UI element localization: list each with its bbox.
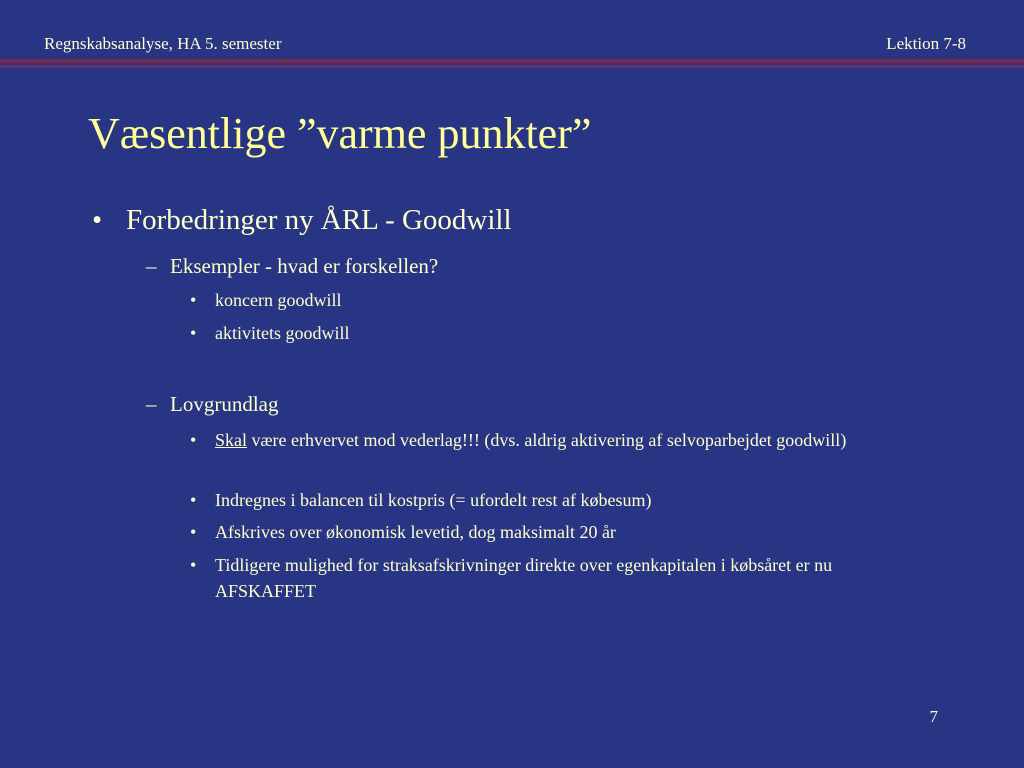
header-lecture: Lektion 7-8: [886, 34, 966, 53]
list-item: [190, 487, 930, 513]
sub-bullet-text: Eksempler - hvad er forskellen?: [170, 254, 439, 278]
small-bullet-marker: •: [190, 490, 197, 510]
list-item: [190, 427, 930, 453]
slide-title: Væsentlige ”varme punkter”: [88, 109, 592, 158]
header-divider-secondary: [0, 65, 1024, 68]
small-bullet-marker: •: [190, 290, 197, 310]
list-item-text: koncern goodwill: [215, 290, 342, 310]
list-item-text: Afskrives over økonomisk levetid, dog maksimalt 20 år: [215, 522, 616, 542]
list-item: [190, 519, 930, 545]
emphasis-skal: Skal: [215, 430, 248, 450]
list-item-text: Indregnes i balancen til kostpris (= ufordelt rest af købesum): [215, 490, 652, 510]
list-item: [190, 287, 930, 313]
list-item-text: aktivitets goodwill: [215, 323, 350, 343]
list-item: [190, 552, 890, 604]
bullet-marker: •: [92, 204, 103, 236]
small-bullet-marker: •: [190, 555, 197, 575]
small-bullet-marker: •: [190, 430, 197, 450]
sub-bullet-text: Lovgrundlag: [170, 392, 279, 416]
small-bullet-marker: •: [190, 522, 197, 542]
page-number: 7: [929, 707, 938, 726]
dash-marker: –: [146, 254, 157, 278]
list-item: [190, 320, 930, 346]
bullet-text: Forbedringer ny ÅRL - Goodwill: [126, 204, 512, 236]
list-item-text: [215, 427, 930, 453]
list-item-rest: være erhvervet mod vederlag!!! (dvs. aldrig aktivering af selvoparbejdet goodwill): [247, 430, 847, 450]
dash-marker: –: [146, 392, 157, 416]
small-bullet-marker: •: [190, 323, 197, 343]
list-item-text: Tidligere mulighed for straksafskrivninger direkte over egenkapitalen i købsåret er nu AFSKAFFET: [215, 555, 833, 601]
header-divider: [0, 59, 1024, 63]
header-course: Regnskabsanalyse, HA 5. semester: [44, 34, 282, 53]
